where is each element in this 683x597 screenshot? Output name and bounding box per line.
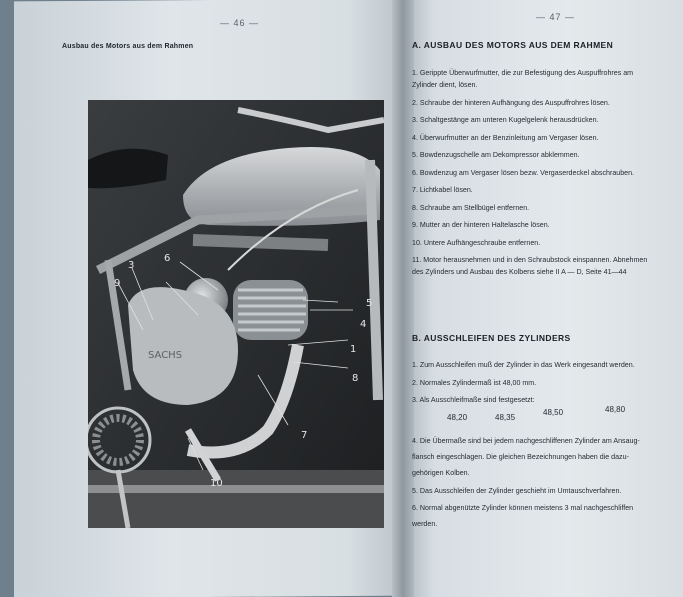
callout-4: 4 xyxy=(360,319,367,330)
section-a-item: 11. Motor herausnehmen und in den Schraubstock einspannen. Abnehmen xyxy=(412,256,648,264)
callout-8: 8 xyxy=(352,373,359,384)
page-number-right: — 47 — xyxy=(536,12,576,22)
callout-10: 10 xyxy=(210,478,223,489)
section-a-item: 8. Schraube am Stellbügel entfernen. xyxy=(412,203,530,212)
section-a-item: 9. Mutter an der hinteren Haltelasche lösen. xyxy=(412,221,550,229)
section-b-item: 3. Als Ausschleifmaße sind festgesetzt: xyxy=(412,396,535,404)
section-a-item: 1. Gerippte Überwurfmutter, die zur Befestigung des Auspuffrohres am xyxy=(412,69,634,77)
callout-6: 6 xyxy=(164,253,171,264)
section-a-item: 3. Schaltgestänge am unteren Kugelgelenk herausdrücken. xyxy=(412,116,599,124)
cylinder-fins xyxy=(233,280,308,340)
callout-9: 9 xyxy=(114,278,121,289)
regrind-size: 48,80 xyxy=(605,405,626,414)
section-a-item: 4. Überwurfmutter an der Benzinleitung am Vergaser lösen. xyxy=(412,133,599,142)
callout-5: 5 xyxy=(366,298,373,309)
section-b-item: 1. Zum Ausschleifen muß der Zylinder in das Werk eingesandt werden. xyxy=(412,361,635,369)
section-a-item: des Zylinders und Ausbau des Kolbens siehe II A — D, Seite 41—44 xyxy=(412,268,627,276)
callout-3: 3 xyxy=(128,260,135,271)
section-a-title: A. AUSBAU DES MOTORS AUS DEM RAHMEN xyxy=(412,40,614,50)
section-a-item: Zylinder dient, lösen. xyxy=(412,81,478,89)
section-b-title: B. AUSSCHLEIFEN DES ZYLINDERS xyxy=(412,333,571,343)
section-b-list-bottom xyxy=(412,436,680,537)
section-b-item: 4. Die Übermaße sind bei jedem nachgeschliffenen Zylinder am Ansaug- xyxy=(412,437,640,445)
section-a-item: 7. Lichtkabel lösen. xyxy=(412,186,473,194)
callout-7: 7 xyxy=(301,430,308,441)
section-b-item: 5. Das Ausschleifen der Zylinder geschieht im Umtauschverfahren. xyxy=(412,486,622,495)
engine-photo-illustration xyxy=(88,100,384,528)
section-b-list-top xyxy=(412,360,680,413)
section-a-item: 10. Untere Aufhängeschraube entfernen. xyxy=(412,238,541,247)
callout-1: 1 xyxy=(350,344,357,355)
regrind-size: 48,35 xyxy=(495,413,516,422)
regrind-size: 48,20 xyxy=(447,413,468,422)
section-a-item: 2. Schraube der hinteren Aufhängung des Auspuffrohres lösen. xyxy=(412,98,610,107)
regrind-sizes xyxy=(447,405,647,427)
section-a-item: 6. Bowdenzug am Vergaser lösen bezw. Vergaserdeckel abschrauben. xyxy=(412,168,635,177)
section-b-item: 2. Normales Zylindermaß ist 48,00 mm. xyxy=(412,378,537,387)
left-page-heading: Ausbau des Motors aus dem Rahmen xyxy=(62,43,194,50)
section-b-item: flansch eingeschlagen. Die gleichen Bezeichnungen haben die dazu- xyxy=(412,453,629,461)
section-b-item: gehörigen Kolben. xyxy=(412,469,470,477)
section-b-item: 6. Normal abgenützte Zylinder können meistens 3 mal nachgeschliffen xyxy=(412,504,634,512)
section-b-item: werden. xyxy=(412,520,438,528)
section-a-item: 5. Bowdenzugschelle am Dekompressor abklemmen. xyxy=(412,151,580,159)
page-number-left: — 46 — xyxy=(220,18,260,28)
sachs-logo: SACHS xyxy=(148,350,183,361)
regrind-size: 48,50 xyxy=(543,408,564,417)
engine-photo xyxy=(88,100,384,528)
section-a-list xyxy=(412,68,680,285)
book-gutter xyxy=(392,0,414,597)
